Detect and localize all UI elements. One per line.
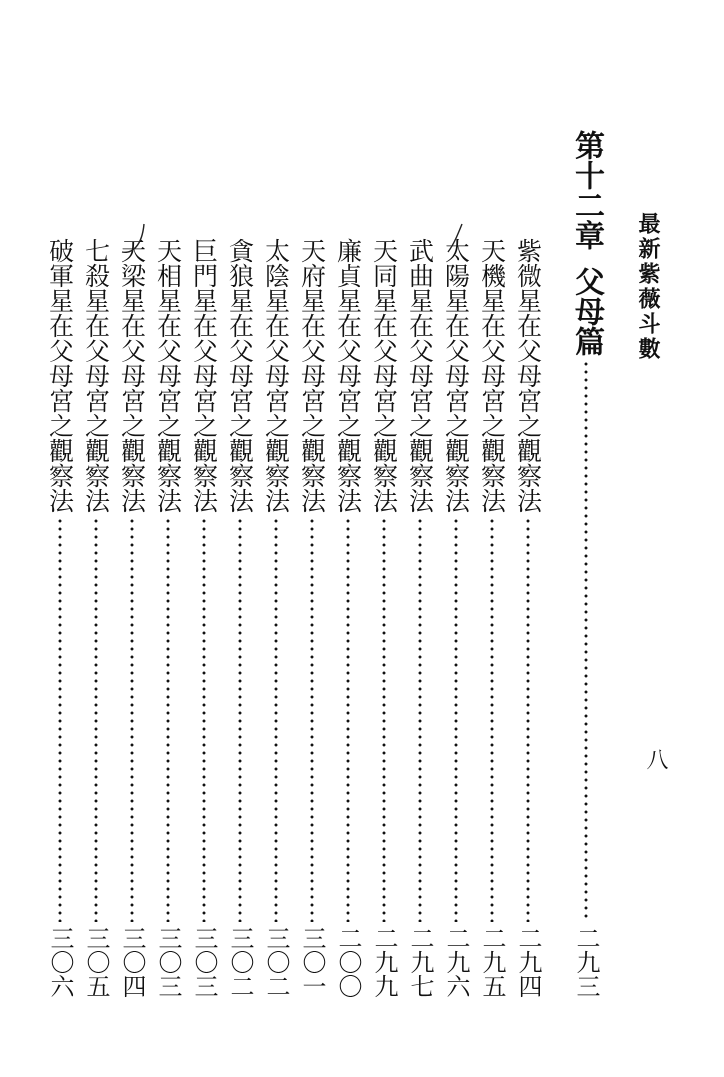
- entry-title: 天梁星在父母宮之觀察法: [117, 238, 147, 513]
- toc-entry: [222, 238, 258, 998]
- toc-entry: [42, 238, 78, 998]
- dot-leader: [490, 517, 494, 922]
- entry-title: 太陰星在父母宮之觀察法: [261, 238, 291, 513]
- entry-title: 太陽星在父母宮之觀察法: [441, 238, 471, 513]
- entry-page: 三〇二: [262, 926, 290, 998]
- toc-entry: [114, 238, 150, 998]
- entry-page: 三〇四: [118, 926, 146, 998]
- dot-leader: [346, 517, 350, 922]
- dot-leader: [454, 517, 458, 922]
- chapter-title: 父母篇: [569, 266, 604, 356]
- pen-tick-mark: [444, 222, 468, 256]
- dot-leader: [94, 517, 98, 922]
- toc-entry: [150, 238, 186, 998]
- page-number: 八: [643, 748, 668, 770]
- entry-page: 二九七: [406, 926, 434, 998]
- toc-entry: [474, 238, 510, 998]
- dot-leader: [58, 517, 62, 922]
- entry-page: 三〇一: [298, 926, 326, 998]
- entry-title: 武曲星在父母宮之觀察法: [405, 238, 435, 513]
- entry-title: 破軍星在父母宮之觀察法: [45, 238, 75, 513]
- chapter-number: 第十二章: [569, 130, 604, 250]
- toc-entry: [330, 238, 366, 998]
- pen-tick-mark: [120, 222, 150, 258]
- toc-entry: [438, 238, 474, 998]
- dot-leader: [418, 517, 422, 922]
- entry-title: 天相星在父母宮之觀察法: [153, 238, 183, 513]
- entry-title: 七殺星在父母宮之觀察法: [81, 238, 111, 513]
- book-title: 最新紫薇斗數: [635, 212, 660, 362]
- toc-entry: [258, 238, 294, 998]
- dot-leader: [310, 517, 314, 922]
- dot-leader: [382, 517, 386, 922]
- entry-page: 三〇五: [82, 926, 110, 998]
- entry-page: 二九九: [370, 926, 398, 998]
- entry-title: 紫微星在父母宮之觀察法: [513, 238, 543, 513]
- dot-leader: [238, 517, 242, 922]
- dot-leader: [166, 517, 170, 922]
- entry-page: 二九六: [442, 926, 470, 998]
- toc-entry: [402, 238, 438, 998]
- entry-title: 天機星在父母宮之觀察法: [477, 238, 507, 513]
- chapter-heading: [564, 130, 608, 998]
- dot-leader: [202, 517, 206, 922]
- dot-leader: [526, 517, 530, 922]
- entry-title: 天同星在父母宮之觀察法: [369, 238, 399, 513]
- entry-title: 巨門星在父母宮之觀察法: [189, 238, 219, 513]
- dot-leader: [584, 360, 588, 922]
- toc-entry: [294, 238, 330, 998]
- entry-page: 二九四: [514, 926, 542, 998]
- entry-title: 天府星在父母宮之觀察法: [297, 238, 327, 513]
- entry-title: 廉貞星在父母宮之觀察法: [333, 238, 363, 513]
- toc-entry: [78, 238, 114, 998]
- toc-entry: [510, 238, 546, 998]
- entry-page: 二〇〇: [334, 926, 362, 998]
- dot-leader: [130, 517, 134, 922]
- entry-page: 三〇二: [226, 926, 254, 998]
- entry-title: 貪狼星在父母宮之觀察法: [225, 238, 255, 513]
- toc-entry: [366, 238, 402, 998]
- entry-page: 三〇三: [154, 926, 182, 998]
- dot-leader: [274, 517, 278, 922]
- toc-entry: [186, 238, 222, 998]
- entry-page: 三〇六: [46, 926, 74, 998]
- entry-page: 二九五: [478, 926, 506, 998]
- entry-page: 三〇三: [190, 926, 218, 998]
- chapter-page: 二九三: [572, 926, 600, 998]
